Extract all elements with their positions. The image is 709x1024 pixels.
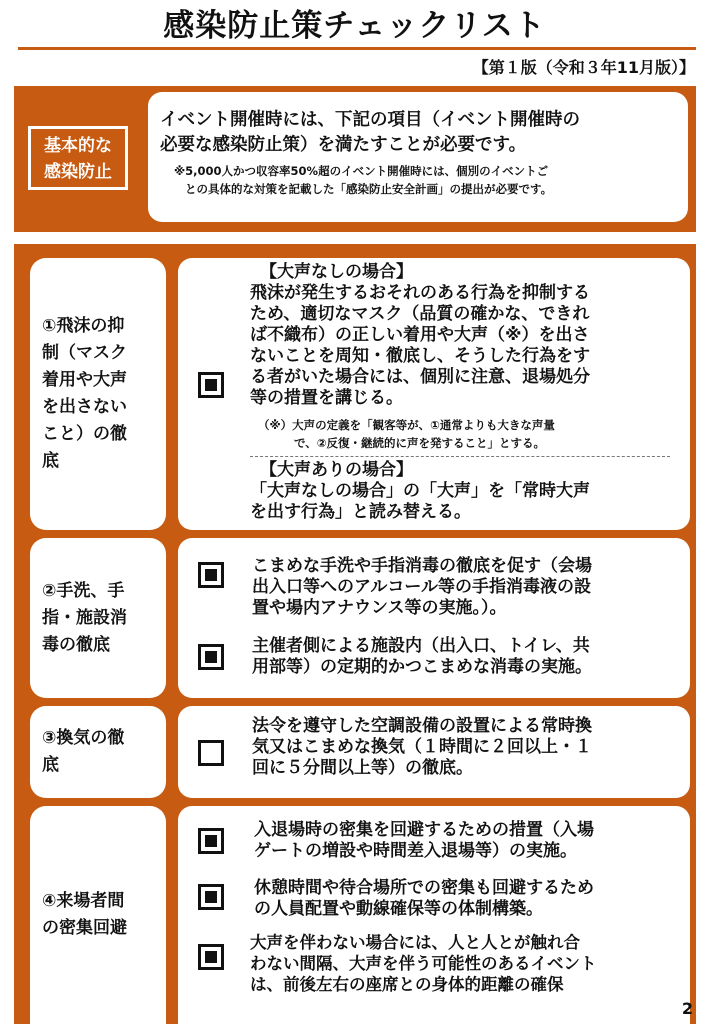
para-line: 気又はこまめな換気（１時間に２回以上・１ — [252, 737, 592, 757]
section-label-line: 底 — [42, 451, 59, 471]
para-line: 休憩時間や待合場所での密集も回避するため — [254, 878, 594, 898]
section-label-line: 底 — [42, 755, 59, 775]
para-line: こまめな手洗や手指消毒の徹底を促す（会場 — [252, 556, 592, 576]
checkbox[interactable] — [198, 944, 224, 970]
section-label-line: 制（マスク — [42, 343, 127, 363]
section-label — [30, 258, 166, 530]
no-shout-block — [250, 262, 690, 409]
para-line: る者がいた場合には、個別に注意、退場処分 — [250, 367, 590, 387]
dotted-divider — [250, 456, 670, 457]
para-line: 「大声なしの場合」の「大声」を「常時大声 — [250, 481, 590, 501]
checkmark-fill — [205, 951, 217, 963]
section-label-line: を出さない — [42, 397, 127, 417]
para-line: ゲートの増設や時間差入退場等）の実施。 — [254, 841, 577, 861]
section-label-line: 毒の徹底 — [42, 634, 110, 655]
basic-main-text — [160, 108, 690, 158]
basic-note-line: ※5,000人かつ収容率50%超のイベント開催時には、個別のイベントご — [174, 164, 549, 178]
basic-note — [174, 162, 686, 198]
para-line: 飛沫が発生するおそれのある行為を抑制する — [250, 283, 590, 303]
para-line: の人員配置や動線確保等の体制構築。 — [254, 899, 543, 919]
para-line: を出す行為」と読み替える。 — [250, 502, 471, 522]
note-line: （※）大声の定義を「観客等が、①通常よりも大きな声量 — [258, 418, 555, 432]
note-line: で、②反復・継続的に声を発すること」とする。 — [294, 436, 546, 450]
title-underline — [18, 47, 696, 50]
para-line: 用部等）の定期的かつこまめな消毒の実施。 — [252, 657, 592, 677]
checkbox[interactable] — [198, 562, 224, 588]
checklist-item-text — [254, 820, 690, 862]
shout-heading: 【大声ありの場合】 — [260, 460, 413, 480]
para-line: わない間隔、大声を伴う可能性のあるイベント — [250, 954, 597, 973]
checkmark-fill — [205, 569, 217, 581]
edition-label: 【第１版（令和３年11月版）】 — [472, 58, 695, 77]
para-line: 置や場内アナウンス等の実施。）。 — [252, 598, 507, 618]
para-line: 等の措置を講じる。 — [250, 388, 403, 408]
basic-main-line: イベント開催時には、下記の項目（イベント開催時の — [160, 110, 580, 130]
para-line: 出入口等へのアルコール等の手指消毒液の設 — [252, 577, 591, 597]
shout-block — [250, 460, 690, 523]
checkbox[interactable] — [198, 372, 224, 398]
section-label-line: の密集回避 — [42, 918, 127, 938]
para-line: 法令を遵守した空調設備の設置による常時換 — [252, 716, 592, 736]
basic-note-line: との具体的な対策を記載した「感染防止安全計画」の提出が必要です。 — [185, 182, 553, 196]
checklist-item-text — [250, 932, 690, 995]
checklist-item-text — [252, 636, 690, 678]
checklist-item-text — [254, 878, 690, 920]
checkbox[interactable] — [198, 828, 224, 854]
para-line: 大声を伴わない場合には、人と人とが触れ合 — [250, 933, 580, 952]
checkmark-fill — [205, 651, 217, 663]
section-label-line: こと）の徹 — [42, 424, 127, 444]
shout-definition-note — [258, 416, 688, 452]
checklist-item-text — [252, 556, 690, 619]
section-label-line: ③換気の徹 — [42, 728, 125, 748]
basic-label-line: 感染防止 — [44, 162, 112, 182]
para-line: ば不織布）の正しい着用や大声（※）を出さ — [250, 325, 590, 345]
page-number: 2 — [681, 999, 693, 1018]
section-label-line: ②手洗、手 — [42, 580, 125, 601]
para-line: 回に５分間以上等）の徹底。 — [252, 758, 473, 778]
checkmark-fill — [205, 835, 217, 847]
page-title: 感染防止策チェックリスト — [163, 8, 546, 44]
section-label-line: ④来場者間 — [42, 891, 125, 911]
section-label — [30, 538, 166, 698]
section-label — [30, 806, 166, 1024]
section-label-line: ①飛沫の抑 — [42, 316, 125, 336]
basic-main-line: 必要な感染防止策）を満たすことが必要です。 — [160, 135, 527, 155]
section-label-line: 着用や大声 — [42, 370, 127, 390]
section-label-line: 指・施設消 — [42, 607, 127, 628]
checklist-item-text — [252, 716, 690, 779]
checkbox[interactable] — [198, 884, 224, 910]
para-line: ないことを周知・徹底し、そうした行為をす — [250, 346, 590, 366]
checkmark-fill — [205, 891, 217, 903]
para-line: 入退場時の密集を回避するための措置（入場 — [254, 820, 594, 840]
para-line: ため、適切なマスク（品質の確かな、できれ — [250, 304, 590, 324]
checkbox[interactable] — [198, 740, 224, 766]
section-label — [30, 706, 166, 798]
para-line: 主催者側による施設内（出入口、トイレ、共 — [252, 636, 590, 656]
basic-label-line: 基本的な — [44, 136, 112, 156]
para-line: は、前後左右の座席との身体的距離の確保 — [250, 975, 564, 994]
no-shout-heading: 【大声なしの場合】 — [260, 262, 413, 282]
checkmark-fill — [205, 379, 217, 391]
basic-label — [28, 126, 128, 190]
checkbox[interactable] — [198, 644, 224, 670]
